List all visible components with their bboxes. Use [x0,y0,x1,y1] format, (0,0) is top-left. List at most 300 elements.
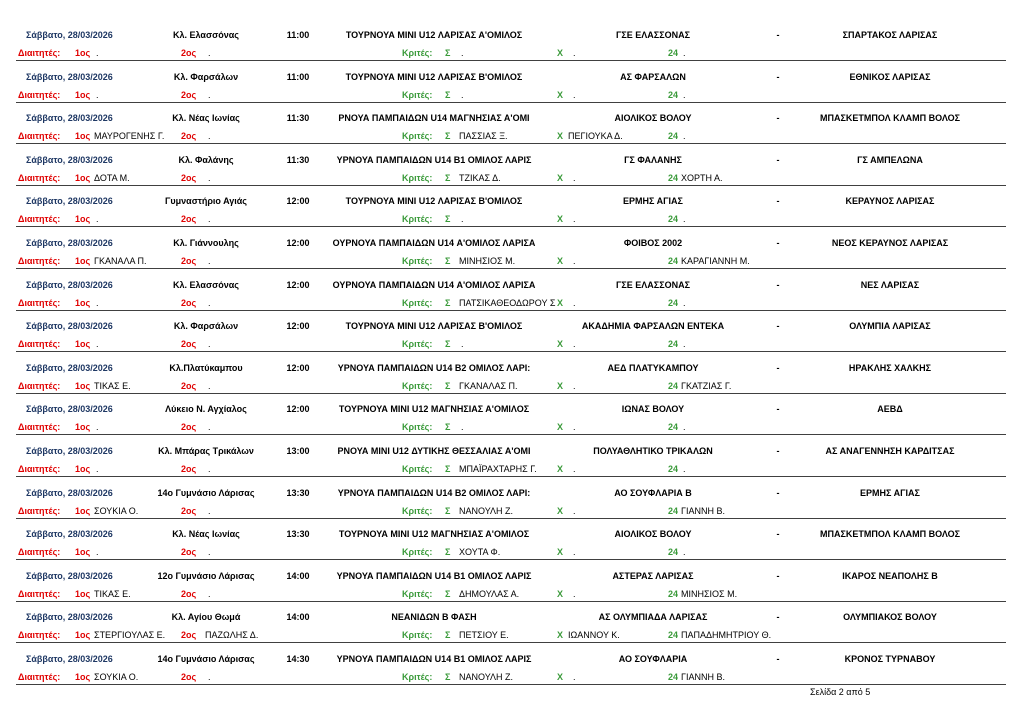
home-team: ΠΟΛΥΑΘΛΗΤΙΚΟ ΤΡΙΚΑΛΩΝ [593,446,713,456]
game-venue: Κλ. Ελασσόνας [173,30,239,40]
vs-separator: - [776,279,780,290]
timer-label: Χ [557,297,564,308]
game-date: Σάββατο, 28/03/2026 [26,362,113,373]
referees-label: Διαιτητές: [18,464,61,474]
shotclock-placeholder: . [683,339,686,350]
judges-label: Κριτές: [402,256,433,266]
game-time: 14:00 [286,570,310,581]
timer-placeholder: . [573,422,576,433]
game-time: 12:00 [286,404,310,415]
timer-placeholder: . [573,464,576,474]
referee1-label: 1ος [75,172,91,183]
shotclock-label: 24 [668,380,679,391]
referees-label: Διαιτητές: [18,339,61,350]
referee2-label: 2ος [181,339,197,350]
game-venue: Κλ. Φαρσάλων [173,321,239,332]
game-time: 13:30 [286,487,310,498]
away-team: ΗΡΑΚΛΗΣ ΧΑΛΚΗΣ [848,362,932,373]
game-time: 12:00 [286,279,310,290]
game-date: Σάββατο, 28/03/2026 [26,279,113,290]
game-tournament: ΟΥΡΝΟΥΑ ΠΑΜΠΑΙΔΩΝ U14 Α'ΟΜΙΛΟΣ ΛΑΡΙΣΑ [332,279,536,290]
scorer-label: Σ [445,547,451,558]
scorer-name: ΤΖΙΚΑΣ Δ. [459,172,501,183]
game-date: Σάββατο, 28/03/2026 [26,30,113,40]
home-team: ΙΩΝΑΣ ΒΟΛΟΥ [621,404,685,415]
game-info-line [0,485,1024,501]
game-time: 11:00 [286,30,310,40]
timer-placeholder: . [573,339,576,350]
referee2-placeholder: . [208,48,211,58]
game-info-line [0,651,1024,667]
timer-name: ΙΩΑΝΝΟΥ Κ. [568,630,620,641]
referee1-label: 1ος [75,256,91,266]
judges-label: Κριτές: [402,214,433,225]
shotclock-label: 24 [668,422,679,433]
timer-placeholder: . [573,89,576,100]
game-date: Σάββατο, 28/03/2026 [26,529,113,540]
shotclock-placeholder: . [683,547,686,558]
timer-placeholder: . [573,505,576,516]
judges-label: Κριτές: [402,131,433,142]
officials-line [0,669,1024,685]
officials-line [0,419,1024,435]
timer-label: Χ [557,547,564,558]
referees-label: Διαιτητές: [18,630,61,641]
shotclock-name: ΧΟΡΤΗ Α. [681,172,723,183]
game-tournament: ΤΟΥΡΝΟΥΑ ΜΙΝΙ U12 ΛΑΡΙΣΑΣ Α'ΟΜΙΛΟΣ [345,30,523,40]
game-tournament: ΤΟΥΡΝΟΥΑ ΜΙΝΙ U12 ΛΑΡΙΣΑΣ Β'ΟΜΙΛΟΣ [345,196,523,207]
timer-label: Χ [557,89,564,100]
home-team: ΑΣ ΦΑΡΣΑΛΩΝ [620,71,686,82]
game-venue: 12ο Γυμνάσιο Λάρισας [157,570,255,581]
judges-label: Κριτές: [402,464,433,474]
game-time: 12:00 [286,196,310,207]
game-date: Σάββατο, 28/03/2026 [26,238,113,248]
game-time: 13:30 [286,529,310,540]
game-tournament: ΡΝΟΥΑ ΠΑΜΠΑΙΔΩΝ U14 ΜΑΓΝΗΣΙΑΣ Α'ΟΜΙ [338,113,530,124]
referee2-placeholder: . [208,505,211,516]
scorer-label: Σ [445,672,451,682]
vs-separator: - [776,404,780,415]
game-time: 11:30 [286,154,310,165]
game-tournament: ΥΡΝΟΥΑ ΠΑΜΠΑΙΔΩΝ U14 Β1 ΟΜΙΛΟΣ ΛΑΡΙΣ [336,654,532,664]
referee1-label: 1ος [75,672,91,682]
referee2-placeholder: . [208,588,211,599]
game-row [0,144,1024,186]
vs-separator: - [776,487,780,498]
game-venue: 14ο Γυμνάσιο Λάρισας [157,487,255,498]
away-team: ΝΕΟΣ ΚΕΡΑΥΝΟΣ ΛΑΡΙΣΑΣ [831,238,949,248]
game-time: 14:00 [286,612,310,623]
game-time: 12:00 [286,238,310,248]
scorer-placeholder: . [461,339,464,350]
shotclock-label: 24 [668,131,679,142]
scorer-label: Σ [445,131,451,142]
timer-placeholder: . [573,214,576,225]
scorer-label: Σ [445,422,451,433]
referee1-label: 1ος [75,588,91,599]
scorer-label: Σ [445,256,451,266]
referees-label: Διαιτητές: [18,380,61,391]
referees-label: Διαιτητές: [18,172,61,183]
shotclock-label: 24 [668,89,679,100]
referee1-label: 1ος [75,464,91,474]
game-time: 12:00 [286,362,310,373]
timer-placeholder: . [573,547,576,558]
scorer-placeholder: . [461,422,464,433]
game-info-line [0,193,1024,209]
game-row [0,185,1024,227]
referee2-label: 2ος [181,256,197,266]
officials-line [0,45,1024,61]
officials-line [0,253,1024,269]
referee2-label: 2ος [181,214,197,225]
judges-label: Κριτές: [402,672,433,682]
scorer-name: ΠΕΤΣΙΟΥ Ε. [459,630,509,641]
home-team: ΑΣΤΕΡΑΣ ΛΑΡΙΣΑΣ [612,570,694,581]
game-info-line [0,401,1024,417]
referee1-placeholder: . [96,297,99,308]
referee1-label: 1ος [75,380,91,391]
game-row [0,310,1024,352]
referee1-label: 1ος [75,131,91,142]
officials-line [0,544,1024,560]
referees-label: Διαιτητές: [18,48,61,58]
referee2-label: 2ος [181,505,197,516]
scorer-name: ΜΙΝΗΣΙΟΣ Μ. [459,256,516,266]
shotclock-label: 24 [668,547,679,558]
home-team: ΦΟΙΒΟΣ 2002 [623,238,683,248]
judges-label: Κριτές: [402,89,433,100]
referee1-label: 1ος [75,630,91,641]
scorer-label: Σ [445,630,451,641]
home-team: ΓΣΕ ΕΛΑΣΣΟΝΑΣ [615,30,691,40]
timer-label: Χ [557,380,564,391]
away-team: ΕΘΝΙΚΟΣ ΛΑΡΙΣΑΣ [849,71,931,82]
game-venue: Κλ. Φαρσάλων [173,71,239,82]
referee2-label: 2ος [181,172,197,183]
game-info-line [0,568,1024,584]
referee2-placeholder: . [208,172,211,183]
officials-line [0,627,1024,643]
shotclock-placeholder: . [683,131,686,142]
scorer-name: ΝΑΝΟΥΛΗ Ζ. [459,505,514,516]
referee2-placeholder: . [208,256,211,266]
referee2-label: 2ος [181,297,197,308]
shotclock-label: 24 [668,339,679,350]
referee2-label: 2ος [181,380,197,391]
game-tournament: ΤΟΥΡΝΟΥΑ ΜΙΝΙ U12 ΛΑΡΙΣΑΣ Β'ΟΜΙΛΟΣ [345,71,523,82]
timer-label: Χ [557,464,564,474]
vs-separator: - [776,238,780,248]
scorer-name: ΠΑΣΣΙΑΣ Ξ. [459,131,508,142]
officials-line [0,378,1024,394]
away-team: ΚΡΟΝΟΣ ΤΥΡΝΑΒΟΥ [844,654,936,664]
game-venue: Κλ. Ελασσόνας [173,279,239,290]
game-venue: Κλ. Αγίου Θωμά [171,612,241,623]
officials-line [0,336,1024,352]
timer-placeholder: . [573,297,576,308]
game-row [0,102,1024,144]
referee1-name: ΓΚΑΝΑΛΑ Π. [94,256,147,266]
game-row [0,269,1024,311]
game-venue: Κλ.Πλατύκαμπου [169,362,243,373]
game-info-line [0,152,1024,168]
game-date: Σάββατο, 28/03/2026 [26,404,113,415]
officials-line [0,586,1024,602]
timer-label: Χ [557,505,564,516]
game-tournament: ΥΡΝΟΥΑ ΠΑΜΠΑΙΔΩΝ U14 Β2 ΟΜΙΛΟΣ ΛΑΡΙ: [337,362,531,373]
game-tournament: ΝΕΑΝΙΔΩΝ Β ΦΑΣΗ [391,612,477,623]
referee2-placeholder: . [208,380,211,391]
officials-line [0,503,1024,519]
vs-separator: - [776,113,780,124]
vs-separator: - [776,30,780,40]
game-tournament: ΥΡΝΟΥΑ ΠΑΜΠΑΙΔΩΝ U14 Β1 ΟΜΙΛΟΣ ΛΑΡΙΣ [336,154,532,165]
referee1-placeholder: . [96,89,99,100]
game-info-line [0,360,1024,376]
timer-label: Χ [557,588,564,599]
game-row [0,643,1024,685]
shotclock-name: ΠΑΠΑΔΗΜΗΤΡΙΟΥ Θ. [681,630,772,641]
officials-line [0,211,1024,227]
timer-placeholder: . [573,588,576,599]
vs-separator: - [776,570,780,581]
referee1-name: ΣΟΥΚΙΑ Ο. [94,672,139,682]
away-team: ΟΛΥΜΠΙΑ ΛΑΡΙΣΑΣ [849,321,931,332]
timer-label: Χ [557,214,564,225]
game-venue: Κλ. Γιάννουλης [173,238,239,248]
officials-line [0,295,1024,311]
away-team: ΟΛΥΜΠΙΑΚΟΣ ΒΟΛΟΥ [843,612,937,623]
game-row [0,352,1024,394]
game-info-line [0,277,1024,293]
scorer-label: Σ [445,464,451,474]
timer-label: Χ [557,131,564,142]
scorer-name: ΝΑΝΟΥΛΗ Ζ. [459,672,514,682]
game-tournament: ΤΟΥΡΝΟΥΑ ΜΙΝΙ U12 ΜΑΓΝΗΣΙΑΣ Α'ΟΜΙΛΟΣ [338,404,530,415]
referee2-label: 2ος [181,89,197,100]
game-venue: Κλ. Νέας Ιωνίας [172,529,240,540]
home-team: ΑΙΟΛΙΚΟΣ ΒΟΛΟΥ [614,529,692,540]
referee2-label: 2ος [181,48,197,58]
vs-separator: - [776,612,780,623]
game-info-line [0,235,1024,251]
referee2-name: ΠΑΖΩΛΗΣ Δ. [205,630,259,641]
away-team: ΑΕΒΔ [877,404,903,415]
away-team: ΕΡΜΗΣ ΑΓΙΑΣ [860,487,920,498]
game-venue: Λύκειο Ν. Αγχίαλος [165,404,247,415]
referee1-name: ΣΟΥΚΙΑ Ο. [94,505,139,516]
scorer-label: Σ [445,172,451,183]
referee1-placeholder: . [96,464,99,474]
referee2-label: 2ος [181,630,197,641]
referee2-placeholder: . [208,464,211,474]
scorer-label: Σ [445,588,451,599]
scorer-label: Σ [445,48,451,58]
game-date: Σάββατο, 28/03/2026 [26,154,113,165]
referee2-label: 2ος [181,588,197,599]
referee2-label: 2ος [181,547,197,558]
referee1-name: ΔΟΤΑ Μ. [94,172,130,183]
referees-label: Διαιτητές: [18,547,61,558]
game-venue: Κλ. Μπάρας Τρικάλων [158,446,254,456]
game-row [0,560,1024,602]
away-team: ΣΠΑΡΤΑΚΟΣ ΛΑΡΙΣΑΣ [842,30,938,40]
timer-label: Χ [557,172,564,183]
game-date: Σάββατο, 28/03/2026 [26,654,113,664]
game-tournament: ΥΡΝΟΥΑ ΠΑΜΠΑΙΔΩΝ U14 Β1 ΟΜΙΛΟΣ ΛΑΡΙΣ [336,570,532,581]
home-team: ΓΣΕ ΕΛΑΣΣΟΝΑΣ [615,279,691,290]
referee1-placeholder: . [96,547,99,558]
shotclock-label: 24 [668,172,679,183]
game-time: 11:30 [286,113,310,124]
timer-placeholder: . [573,256,576,266]
shotclock-placeholder: . [683,89,686,100]
game-info-line [0,609,1024,625]
referee2-placeholder: . [208,214,211,225]
referee1-label: 1ος [75,297,91,308]
timer-placeholder: . [573,672,576,682]
referees-label: Διαιτητές: [18,214,61,225]
game-time: 14:30 [286,654,310,664]
game-date: Σάββατο, 28/03/2026 [26,113,113,124]
home-team: ΑΟ ΣΟΥΦΛΑΡΙΑ [618,654,688,664]
game-tournament: ΟΥΡΝΟΥΑ ΠΑΜΠΑΙΔΩΝ U14 Α'ΟΜΙΛΟΣ ΛΑΡΙΣΑ [332,238,536,248]
game-row [0,435,1024,477]
referee1-name: ΤΙΚΑΣ Ε. [94,588,131,599]
game-date: Σάββατο, 28/03/2026 [26,196,113,207]
game-info-line [0,443,1024,459]
shotclock-label: 24 [668,48,679,58]
referees-label: Διαιτητές: [18,297,61,308]
referee1-placeholder: . [96,48,99,58]
referee1-label: 1ος [75,89,91,100]
shotclock-placeholder: . [683,48,686,58]
shotclock-label: 24 [668,214,679,225]
scorer-name: ΔΗΜΟΥΛΑΣ Α. [459,588,520,599]
scorer-label: Σ [445,297,451,308]
row-divider [16,684,1006,685]
timer-placeholder: . [573,48,576,58]
referee1-label: 1ος [75,48,91,58]
away-team: ΜΠΑΣΚΕΤΜΠΟΛ ΚΛΑΜΠ ΒΟΛΟΣ [819,113,961,124]
referees-label: Διαιτητές: [18,672,61,682]
vs-separator: - [776,196,780,207]
shotclock-label: 24 [668,672,679,682]
shotclock-label: 24 [668,505,679,516]
scorer-label: Σ [445,380,451,391]
officials-line [0,128,1024,144]
referee1-label: 1ος [75,339,91,350]
judges-label: Κριτές: [402,172,433,183]
referee1-label: 1ος [75,214,91,225]
shotclock-label: 24 [668,588,679,599]
shotclock-name: ΓΙΑΝΝΗ Β. [681,505,725,516]
away-team: ΜΠΑΣΚΕΤΜΠΟΛ ΚΛΑΜΠ ΒΟΛΟΣ [819,529,961,540]
referee1-placeholder: . [96,339,99,350]
referee2-label: 2ος [181,672,197,682]
game-time: 12:00 [286,321,310,332]
referee1-placeholder: . [96,422,99,433]
referees-label: Διαιτητές: [18,505,61,516]
home-team: ΑΕΔ ΠΛΑΤΥΚΑΜΠΟΥ [607,362,699,373]
shotclock-label: 24 [668,464,679,474]
referees-label: Διαιτητές: [18,588,61,599]
referee2-placeholder: . [208,672,211,682]
game-date: Σάββατο, 28/03/2026 [26,570,113,581]
judges-label: Κριτές: [402,547,433,558]
timer-label: Χ [557,630,564,641]
judges-label: Κριτές: [402,422,433,433]
shotclock-label: 24 [668,297,679,308]
home-team: ΑΣ ΟΛΥΜΠΙΑΔΑ ΛΑΡΙΣΑΣ [598,612,708,623]
judges-label: Κριτές: [402,505,433,516]
page-number: Σελίδα 2 από 5 [810,687,871,697]
game-row [0,477,1024,519]
away-team: ΝΕΣ ΛΑΡΙΣΑΣ [860,279,920,290]
away-team: ΙΚΑΡΟΣ ΝΕΑΠΟΛΗΣ Β [842,570,938,581]
scorer-label: Σ [445,214,451,225]
referee2-placeholder: . [208,297,211,308]
referee2-placeholder: . [208,339,211,350]
referee1-label: 1ος [75,505,91,516]
shotclock-placeholder: . [683,464,686,474]
game-info-line [0,110,1024,126]
game-info-line [0,526,1024,542]
game-date: Σάββατο, 28/03/2026 [26,487,113,498]
vs-separator: - [776,154,780,165]
scorer-placeholder: . [461,48,464,58]
home-team: ΓΣ ΦΑΛΑΝΗΣ [624,154,682,165]
judges-label: Κριτές: [402,380,433,391]
officials-line [0,170,1024,186]
scorer-name: ΓΚΑΝΑΛΑΣ Π. [459,380,518,391]
home-team: ΑΚΑΔΗΜΙΑ ΦΑΡΣΑΛΩΝ ΕΝΤΕΚΑ [581,321,725,332]
game-row [0,61,1024,103]
game-row [0,227,1024,269]
game-venue: Κλ. Νέας Ιωνίας [172,113,240,124]
vs-separator: - [776,321,780,332]
game-row [0,19,1024,61]
referee1-label: 1ος [75,547,91,558]
timer-name: ΠΕΓΙΟΥΚΑ Δ. [568,131,623,142]
game-date: Σάββατο, 28/03/2026 [26,71,113,82]
home-team: ΑΙΟΛΙΚΟΣ ΒΟΛΟΥ [614,113,692,124]
referee1-name: ΣΤΕΡΓΙΟΥΛΑΣ Ε. [94,630,166,641]
timer-label: Χ [557,256,564,266]
game-time: 13:00 [286,446,310,456]
timer-label: Χ [557,339,564,350]
home-team: ΕΡΜΗΣ ΑΓΙΑΣ [623,196,683,207]
referee2-placeholder: . [208,422,211,433]
shotclock-name: ΜΙΝΗΣΙΟΣ Μ. [681,588,738,599]
shotclock-placeholder: . [683,422,686,433]
game-date: Σάββατο, 28/03/2026 [26,321,113,332]
away-team: ΚΕΡΑΥΝΟΣ ΛΑΡΙΣΑΣ [845,196,935,207]
judges-label: Κριτές: [402,48,433,58]
shotclock-name: ΚΑΡΑΓΙΑΝΝΗ Μ. [681,256,750,266]
referee2-label: 2ος [181,464,197,474]
shotclock-name: ΓΙΑΝΝΗ Β. [681,672,725,682]
judges-label: Κριτές: [402,588,433,599]
referee1-label: 1ος [75,422,91,433]
referee2-label: 2ος [181,131,197,142]
officials-line [0,87,1024,103]
officials-line [0,461,1024,477]
scorer-name: ΠΑΤΣΙΚΑΘΕΟΔΩΡΟΥ Σ [459,297,556,308]
referees-label: Διαιτητές: [18,422,61,433]
